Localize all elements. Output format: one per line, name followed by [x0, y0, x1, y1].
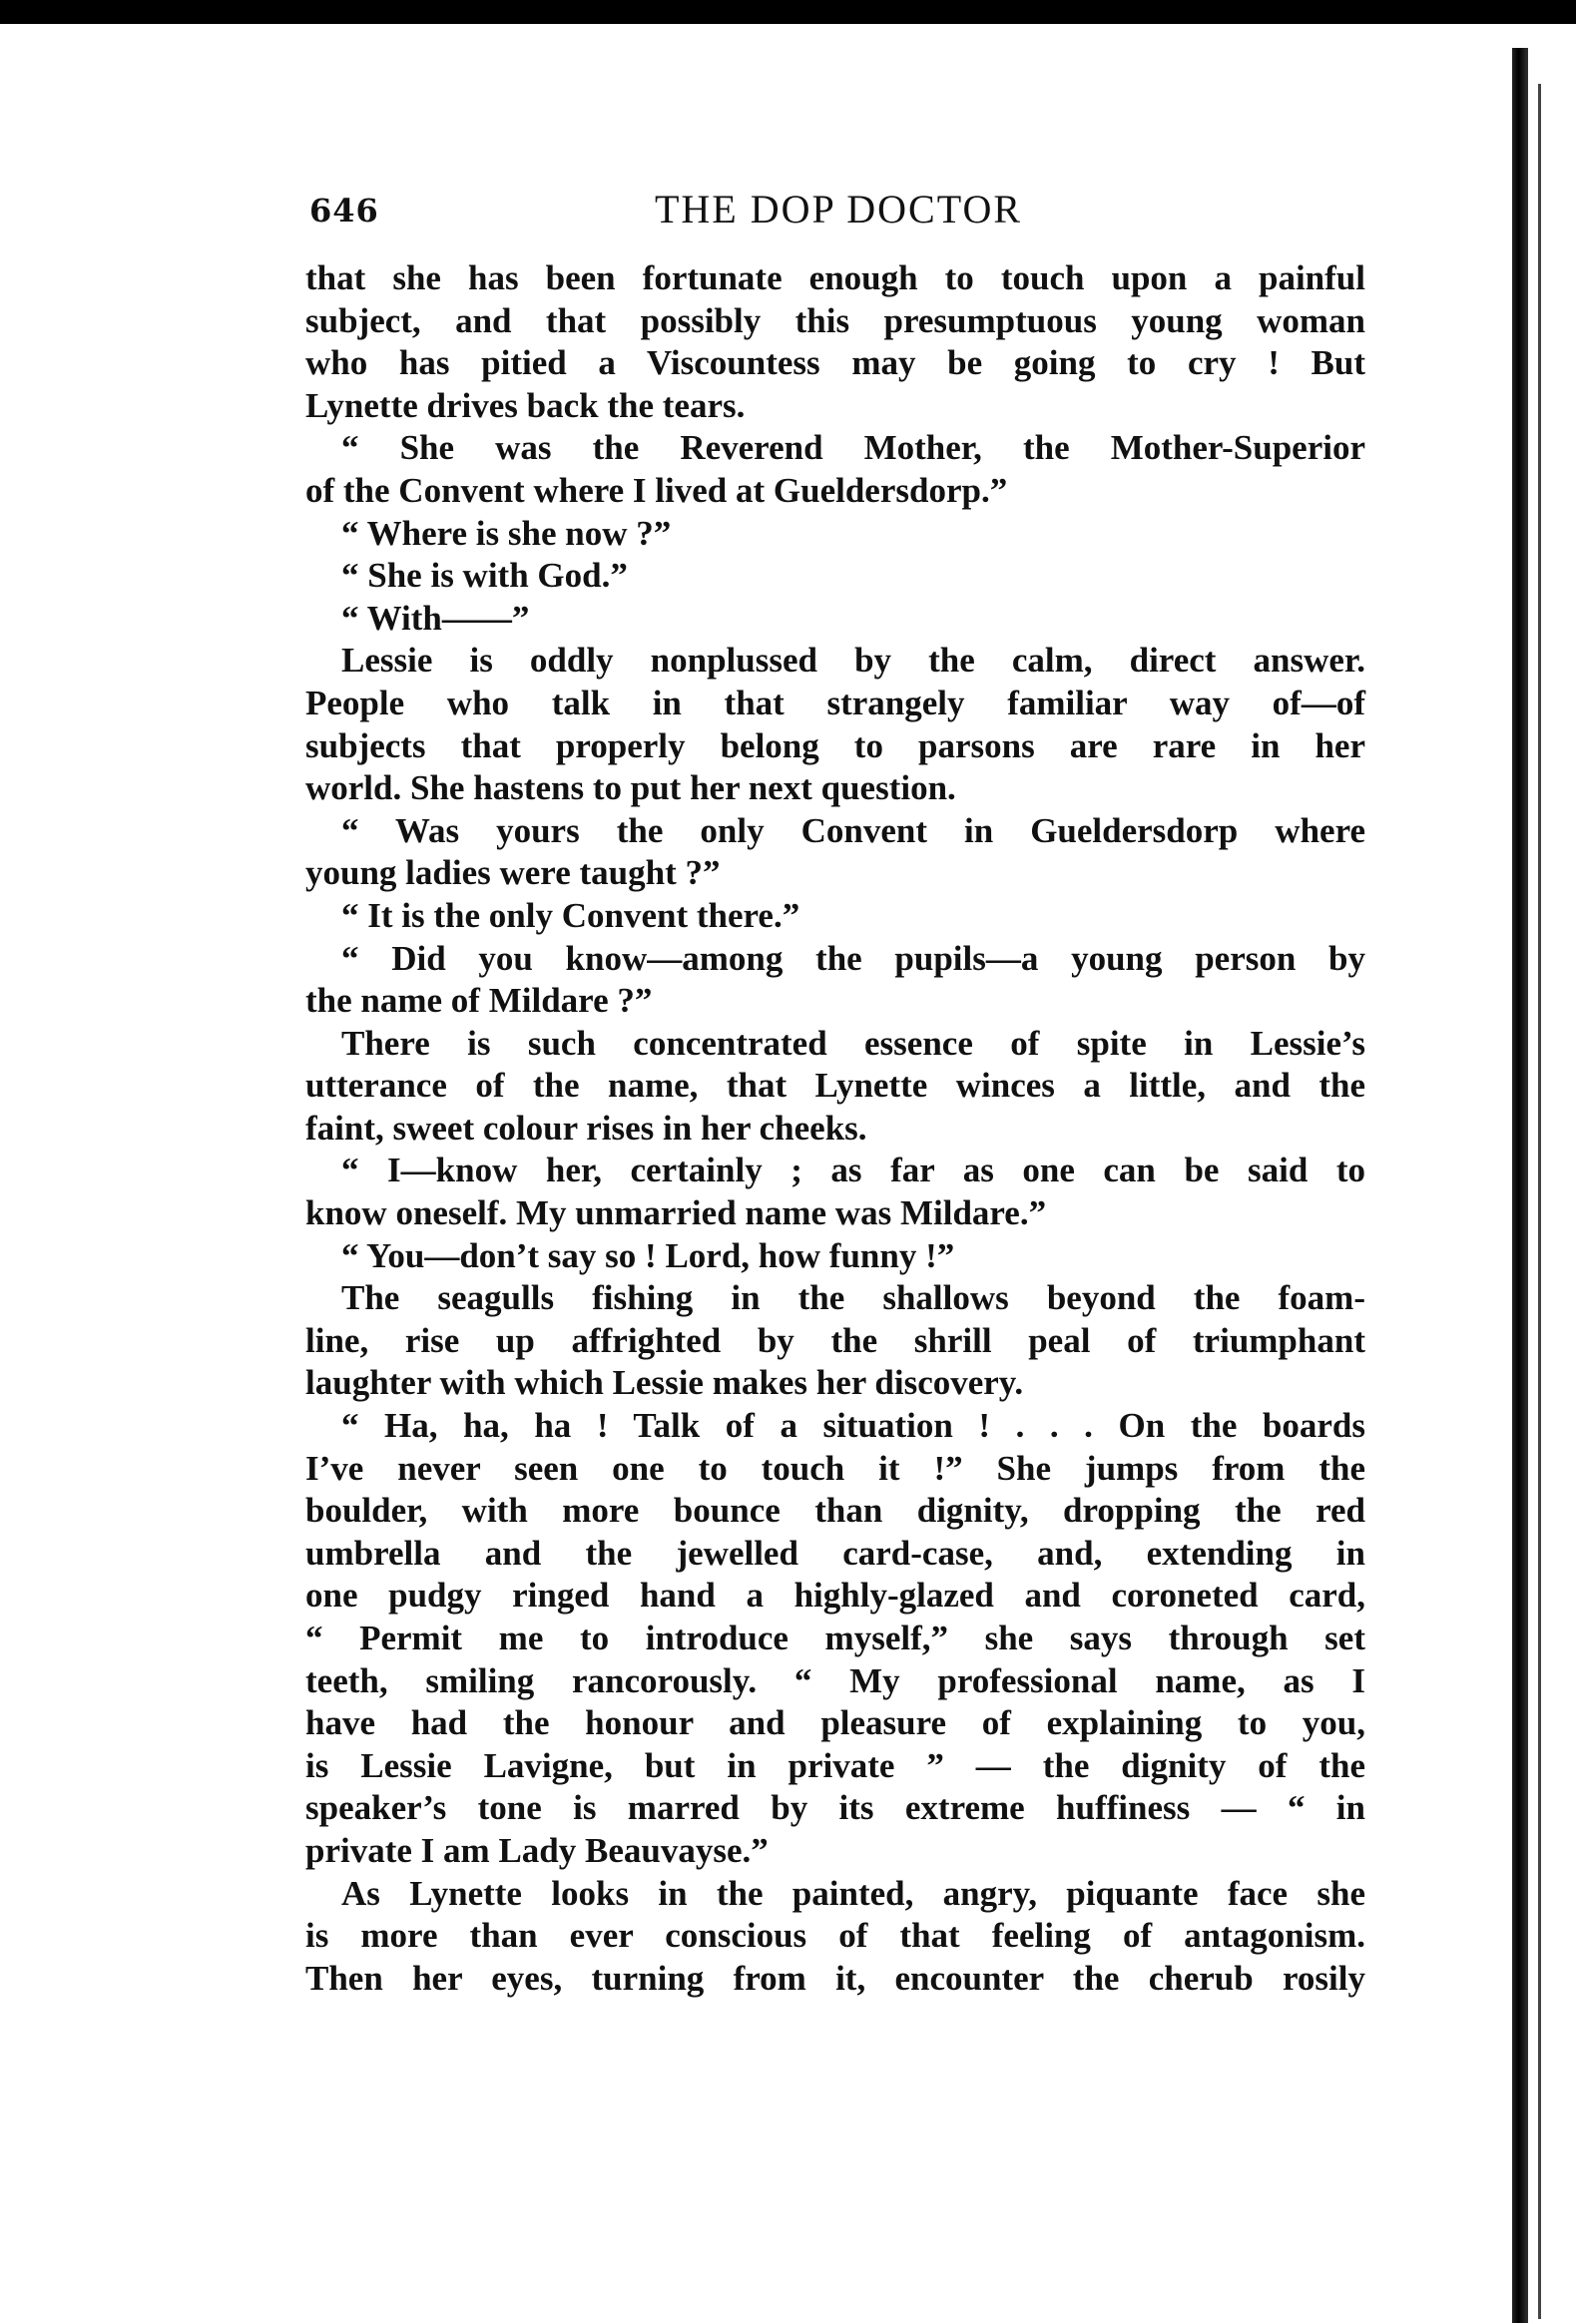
text-line: one pudgy ringed hand a highly-glazed and coroneted card, [305, 1576, 1365, 1616]
text-line: People who talk in that strangely familiar way of—of [305, 683, 1365, 722]
text-line: “ With——” [341, 598, 530, 638]
text-line: the name of Mildare ?” [305, 981, 653, 1021]
text-line: “ It is the only Convent there.” [341, 895, 800, 935]
text-line: utterance of the name, that Lynette winces a little, and the [305, 1066, 1365, 1106]
page-header [309, 186, 1367, 245]
text-line: who has pitied a Viscountess may be going to cry ! But [305, 343, 1365, 383]
text-line: “ You—don’t say so ! Lord, how funny !” [341, 1235, 955, 1275]
text-line: of the Convent where I lived at Gueldersdorp.” [305, 470, 1008, 510]
text-line: world. She hastens to put her next question. [305, 768, 956, 808]
page-number: 646 [309, 192, 379, 230]
text-line: teeth, smiling rancorously. “ My professional name, as I [305, 1660, 1365, 1700]
spine-shadow [1512, 48, 1528, 2323]
running-head: THE DOP DOCTOR [654, 187, 1023, 232]
text-line: subjects that properly belong to parsons are rare in her [305, 725, 1365, 765]
text-line: umbrella and the jewelled card-case, and, extending in [305, 1533, 1365, 1573]
text-line: is more than ever conscious of that feeling of antagonism. [305, 1916, 1365, 1956]
text-line: “ I—know her, certainly ; as far as one can be said to [341, 1151, 1365, 1190]
text-line: have had the honour and pleasure of explaining to you, [305, 1703, 1365, 1743]
text-line: know oneself. My unmarried name was Mildare.” [305, 1193, 1047, 1233]
text-line: “ Permit me to introduce myself,” she says through set [305, 1619, 1365, 1657]
text-line: As Lynette looks in the painted, angry, piquante face she [341, 1873, 1365, 1913]
text-line: laughter with which Lessie makes her discovery. [305, 1363, 1024, 1403]
text-line: is Lessie Lavigne, but in private ” — the dignity of the [305, 1745, 1365, 1785]
text-line: Then her eyes, turning from it, encounter the cherub rosily [305, 1958, 1365, 1998]
spine-line [1538, 84, 1541, 2319]
text-line: speaker’s tone is marred by its extreme huffiness — “ in [305, 1788, 1365, 1828]
text-line: that she has been fortunate enough to touch upon a painful [305, 258, 1365, 297]
text-line: “ Ha, ha, ha ! Talk of a situation ! . . . On the boards [341, 1406, 1365, 1446]
text-line: Lessie is oddly nonplussed by the calm, direct answer. [341, 641, 1365, 681]
body-text [305, 257, 1365, 2000]
text-line: “ She is with God.” [341, 556, 628, 596]
text-line: subject, and that possibly this presumptuous young woman [305, 300, 1365, 340]
text-line: There is such concentrated essence of spite in Lessie’s [341, 1023, 1365, 1063]
text-line: boulder, with more bounce than dignity, dropping the red [305, 1491, 1365, 1531]
text-line: The seagulls fishing in the shallows beyond the foam- [341, 1278, 1365, 1318]
text-line: faint, sweet colour rises in her cheeks. [305, 1108, 867, 1148]
text-line: young ladies were taught ?” [305, 853, 721, 893]
text-line: line, rise up affrighted by the shrill peal of triumphant [305, 1320, 1365, 1360]
text-line: “ Did you know—among the pupils—a young person by [341, 938, 1365, 978]
text-line: “ She was the Reverend Mother, the Mother-Superior [341, 428, 1365, 468]
text-line: “ Where is she now ?” [341, 513, 672, 553]
book-spine-edge [1486, 24, 1576, 2324]
text-line: Lynette drives back the tears. [305, 385, 746, 425]
text-line: “ Was yours the only Convent in Gueldersdorp where [341, 810, 1365, 850]
scan-top-border [0, 0, 1576, 24]
text-line: I’ve never seen one to touch it !” She jumps from the [305, 1448, 1365, 1488]
text-line: private I am Lady Beauvayse.” [305, 1830, 769, 1870]
